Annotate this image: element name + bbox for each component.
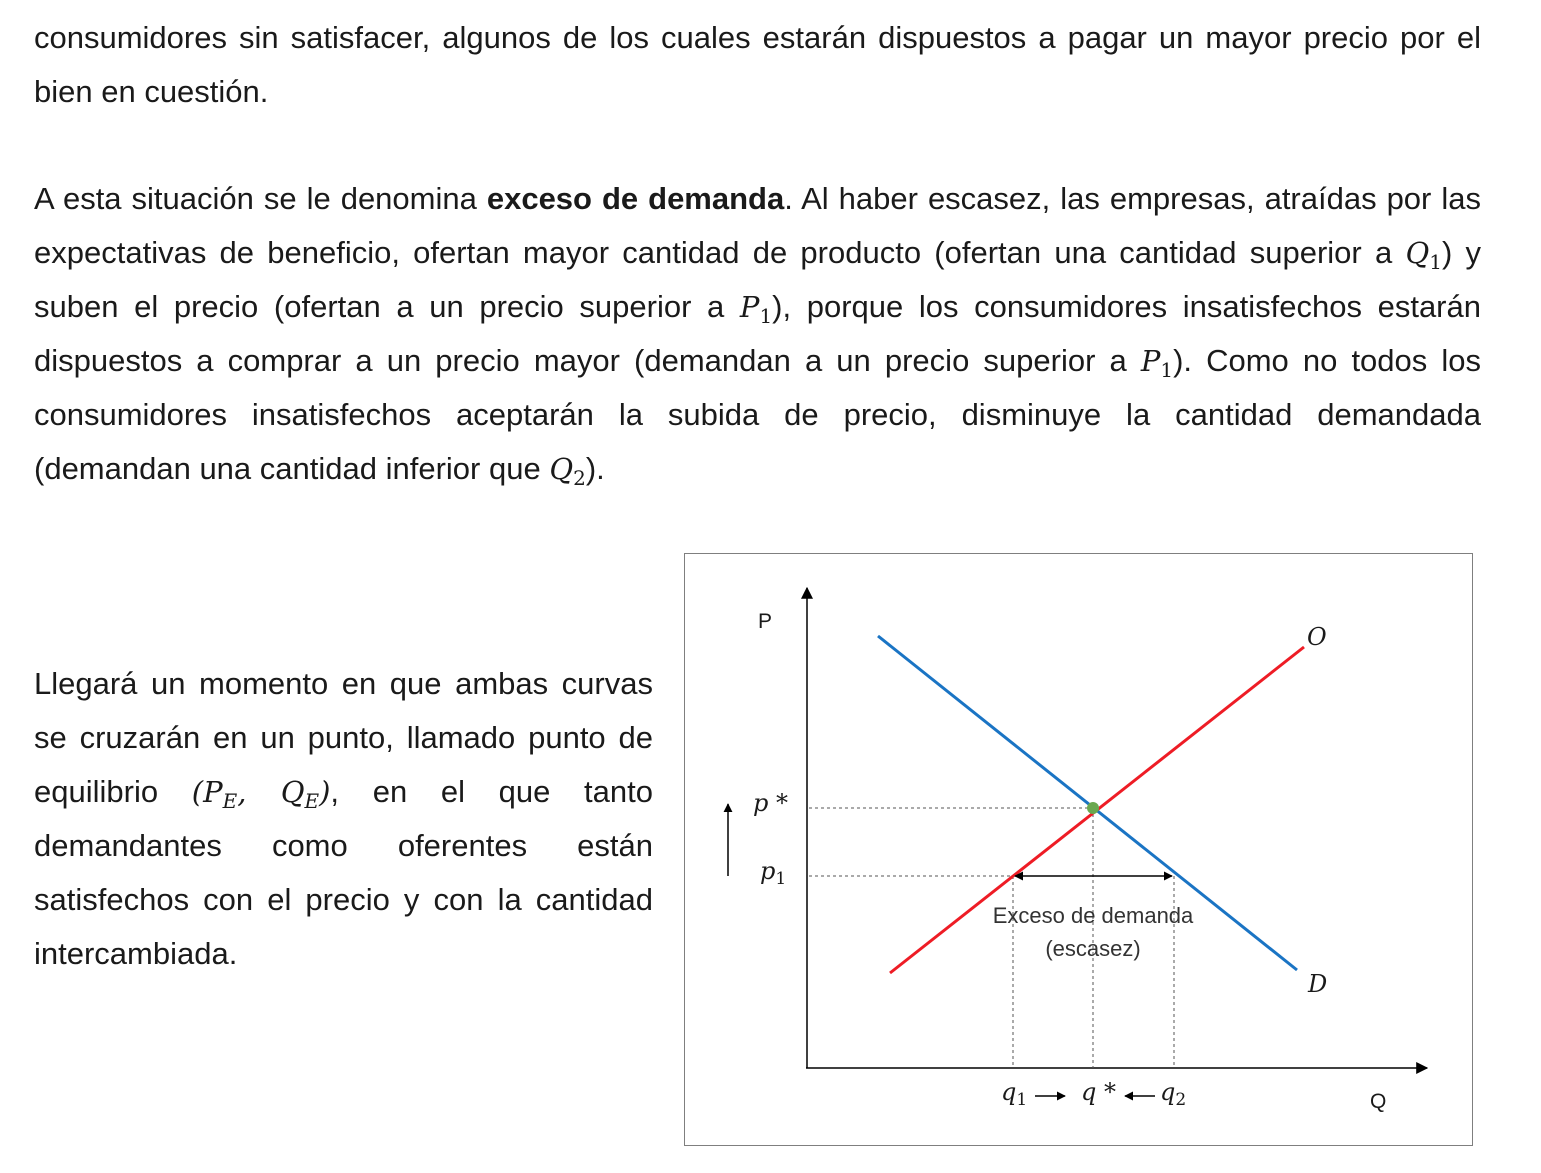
p1-label-sub: 1 [775,869,787,889]
math-q2-sub: 2 [573,466,586,490]
math-p1-var: P [739,290,760,324]
math-comma: , [237,775,281,809]
q1-label-var: q [1001,1078,1017,1106]
math-open-paren: ( [191,775,204,809]
p3-text-2: , en el que tanto demandantes como oferentes están satisfechos con el precio y con la cantidad intercambiada. [34,774,653,971]
math-equilibrium-pair [191,775,331,813]
excess-demand-annotation-line2: (escasez) [1045,936,1141,961]
math-q2-var: Q [549,452,574,486]
q1-label-sub: 1 [1016,1090,1028,1110]
x-axis-label: Q [1370,1090,1387,1113]
p2-text-3: ) y suben el precio (ofertan a un precio superior a [34,235,1482,324]
paragraph-consumidores [34,11,1481,119]
p2-text-6: ). [585,451,605,486]
p1-label-var: p [760,857,776,885]
p2-text-2: . Al haber escasez, las empresas, atraídas por las expectativas de beneficio, ofertan mayor cantidad de producto (ofertan una cantidad superior a [34,181,1481,270]
paragraph-1-text: consumidores sin satisfacer, algunos de los cuales estarán dispuestos a pagar un mayor precio por el bien en cuestión. [34,20,1481,109]
paragraph-punto-de-equilibrio [34,657,653,981]
pstar-label: p * [753,789,788,817]
math-q1 [1405,236,1442,274]
math-pe-sub: E [222,789,238,813]
math-p1b-var: P [1140,344,1161,378]
p2-text-4: ), porque los consumidores insatisfechos estarán dispuestos a comprar a un precio mayor (demandan a un precio superior a [34,289,1481,378]
q1-label [1001,1078,1027,1110]
math-p1b-sub: 1 [1160,358,1174,382]
q2-label-var: q [1160,1078,1176,1106]
qstar-label: q * [1081,1078,1116,1106]
math-q1-var: Q [1405,236,1430,270]
math-q1-sub: 1 [1429,250,1442,274]
equilibrium-point [1087,802,1099,814]
y-axis-label: P [758,610,773,633]
p3-text-1: Llegará un momento en que ambas curvas se cruzarán en un punto, llamado punto de equilibrio [34,666,653,809]
math-close-paren: ) [319,775,331,809]
math-pe-var: P [203,775,223,809]
q2-label [1160,1078,1186,1110]
p2-text-1: A esta situación se le denomina [34,181,487,216]
math-p1-sub: 1 [759,304,773,328]
supply-label: O [1307,623,1327,651]
math-q2 [549,452,586,490]
bold-term-exceso-de-demanda: exceso de demanda [486,181,785,216]
q2-label-sub: 2 [1175,1090,1187,1110]
p2-text-5: ). Como no todos los consumidores insatisfechos aceptarán la subida de precio, disminuye la cantidad demandada (demandan una cantidad inferior que [34,343,1481,486]
math-qe-sub: E [304,789,320,813]
math-p1 [739,290,773,328]
supply-demand-diagram [685,554,1474,1147]
math-p1-second [1140,344,1174,382]
paragraph-exceso-de-demanda [34,172,1481,496]
math-qe-var: Q [280,775,305,809]
excess-demand-annotation-line1: Exceso de demanda [992,903,1194,928]
demand-label: D [1308,970,1328,998]
p1-label [760,857,786,889]
supply-demand-figure [684,553,1473,1146]
